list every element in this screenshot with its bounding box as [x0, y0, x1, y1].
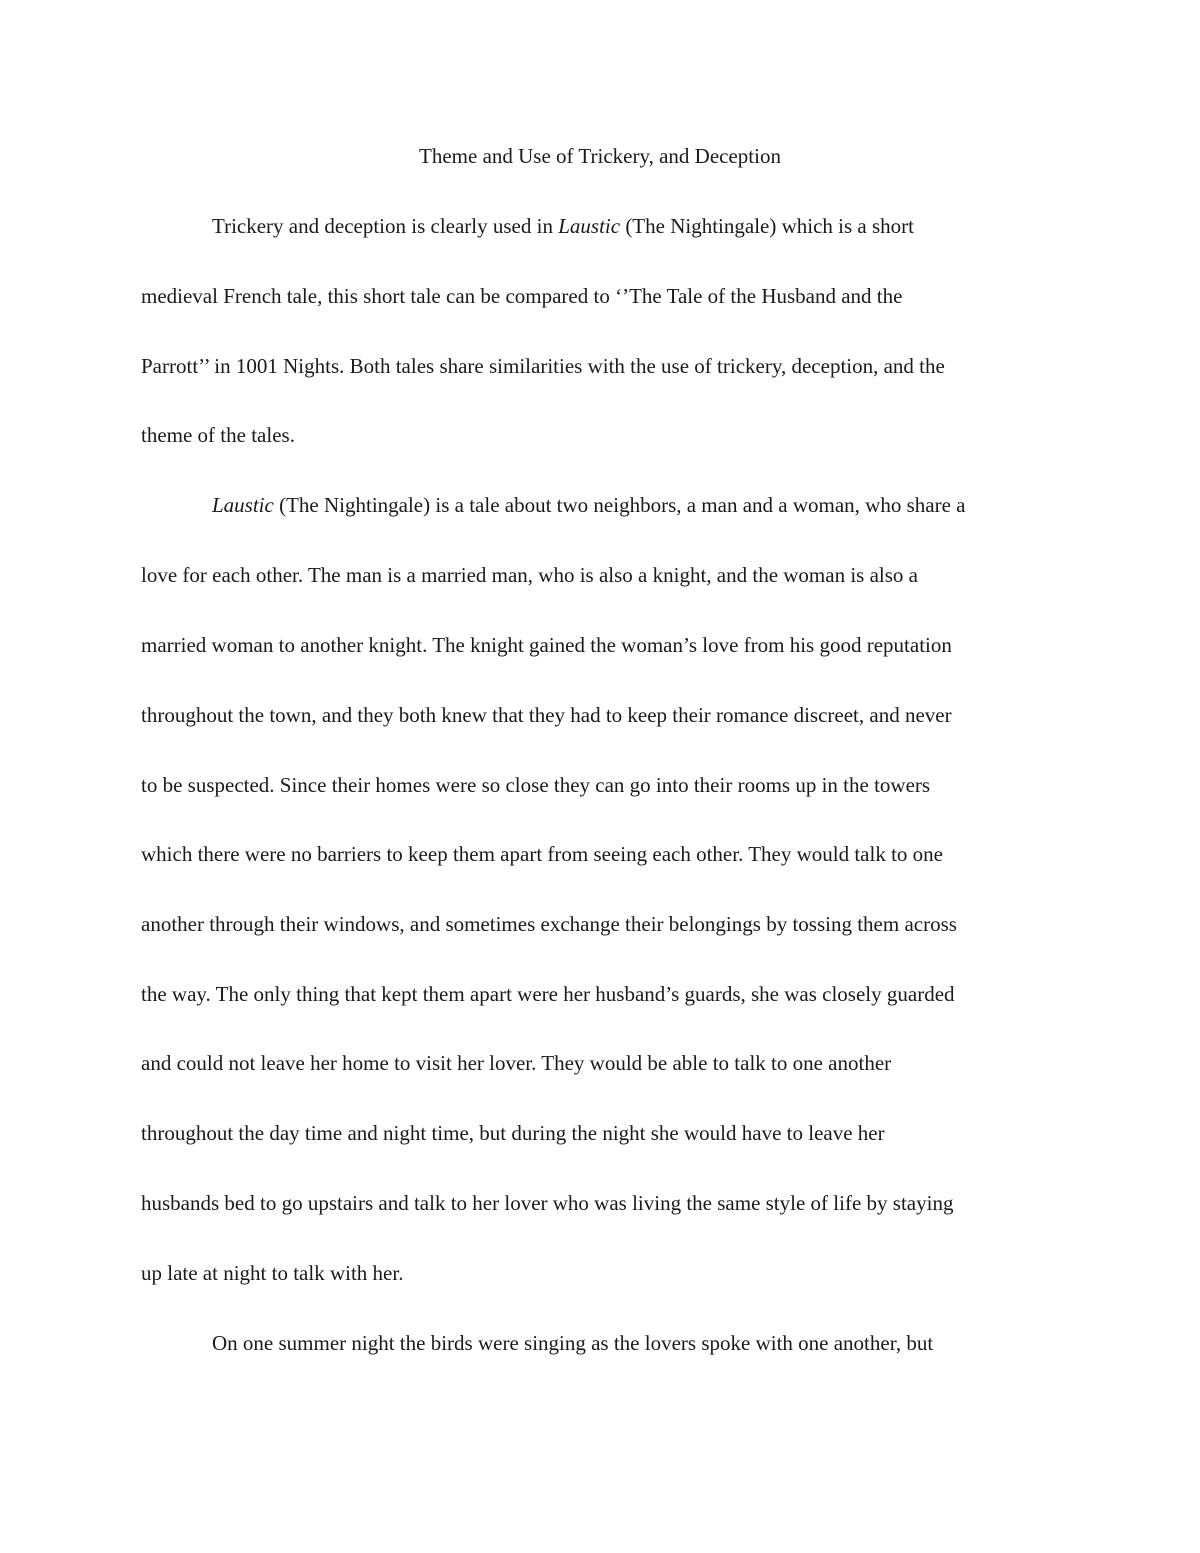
paragraph-1-line-2: medieval French tale, this short tale can be compared to ‘’The Tale of the Husband and the [141, 284, 903, 308]
paragraph-2-line-3: married woman to another knight. The knight gained the woman’s love from his good reputation [141, 633, 952, 657]
paragraph-1-line-4: theme of the tales. [141, 423, 295, 447]
paragraph-2-line-7: another through their windows, and sometimes exchange their belongings by tossing them across [141, 912, 957, 936]
paragraph-2-line-10: throughout the day time and night time, but during the night she would have to leave her [141, 1121, 885, 1145]
paragraph-2-line-12: up late at night to talk with her. [141, 1261, 404, 1285]
paragraph-2-line-4: throughout the town, and they both knew that they had to keep their romance discreet, and never [141, 703, 952, 727]
paragraph-1-line-3: Parrott’’ in 1001 Nights. Both tales share similarities with the use of trickery, deception, and the [141, 354, 945, 378]
italic-title-laustic: Laustic [212, 493, 274, 517]
paragraph-2-line-9: and could not leave her home to visit her lover. They would be able to talk to one another [141, 1051, 892, 1075]
paragraph-2-line-1 [212, 491, 965, 519]
paragraph-2-line-11: husbands bed to go upstairs and talk to her lover who was living the same style of life by staying [141, 1191, 954, 1215]
italic-title-laustic: Laustic [558, 214, 621, 238]
paragraph-3-line-1: On one summer night the birds were singing as the lovers spoke with one another, but [212, 1331, 934, 1355]
paragraph-2-line-5: to be suspected. Since their homes were so close they can go into their rooms up in the towers [141, 773, 931, 797]
text-run: (The Nightingale) which is a short [620, 214, 914, 238]
paragraph-2-line-6: which there were no barriers to keep them apart from seeing each other. They would talk to one [141, 842, 943, 866]
text-run: (The Nightingale) is a tale about two neighbors, a man and a woman, who share a [273, 493, 966, 517]
paragraph-1-line-1 [212, 212, 914, 240]
paragraph-2-line-8: the way. The only thing that kept them apart were her husband’s guards, she was closely guarded [141, 982, 955, 1006]
document-title: Theme and Use of Trickery, and Deception [419, 144, 781, 168]
paragraph-2-line-2: love for each other. The man is a married man, who is also a knight, and the woman is also a [141, 563, 918, 587]
text-run: Trickery and deception is clearly used in [212, 214, 559, 238]
